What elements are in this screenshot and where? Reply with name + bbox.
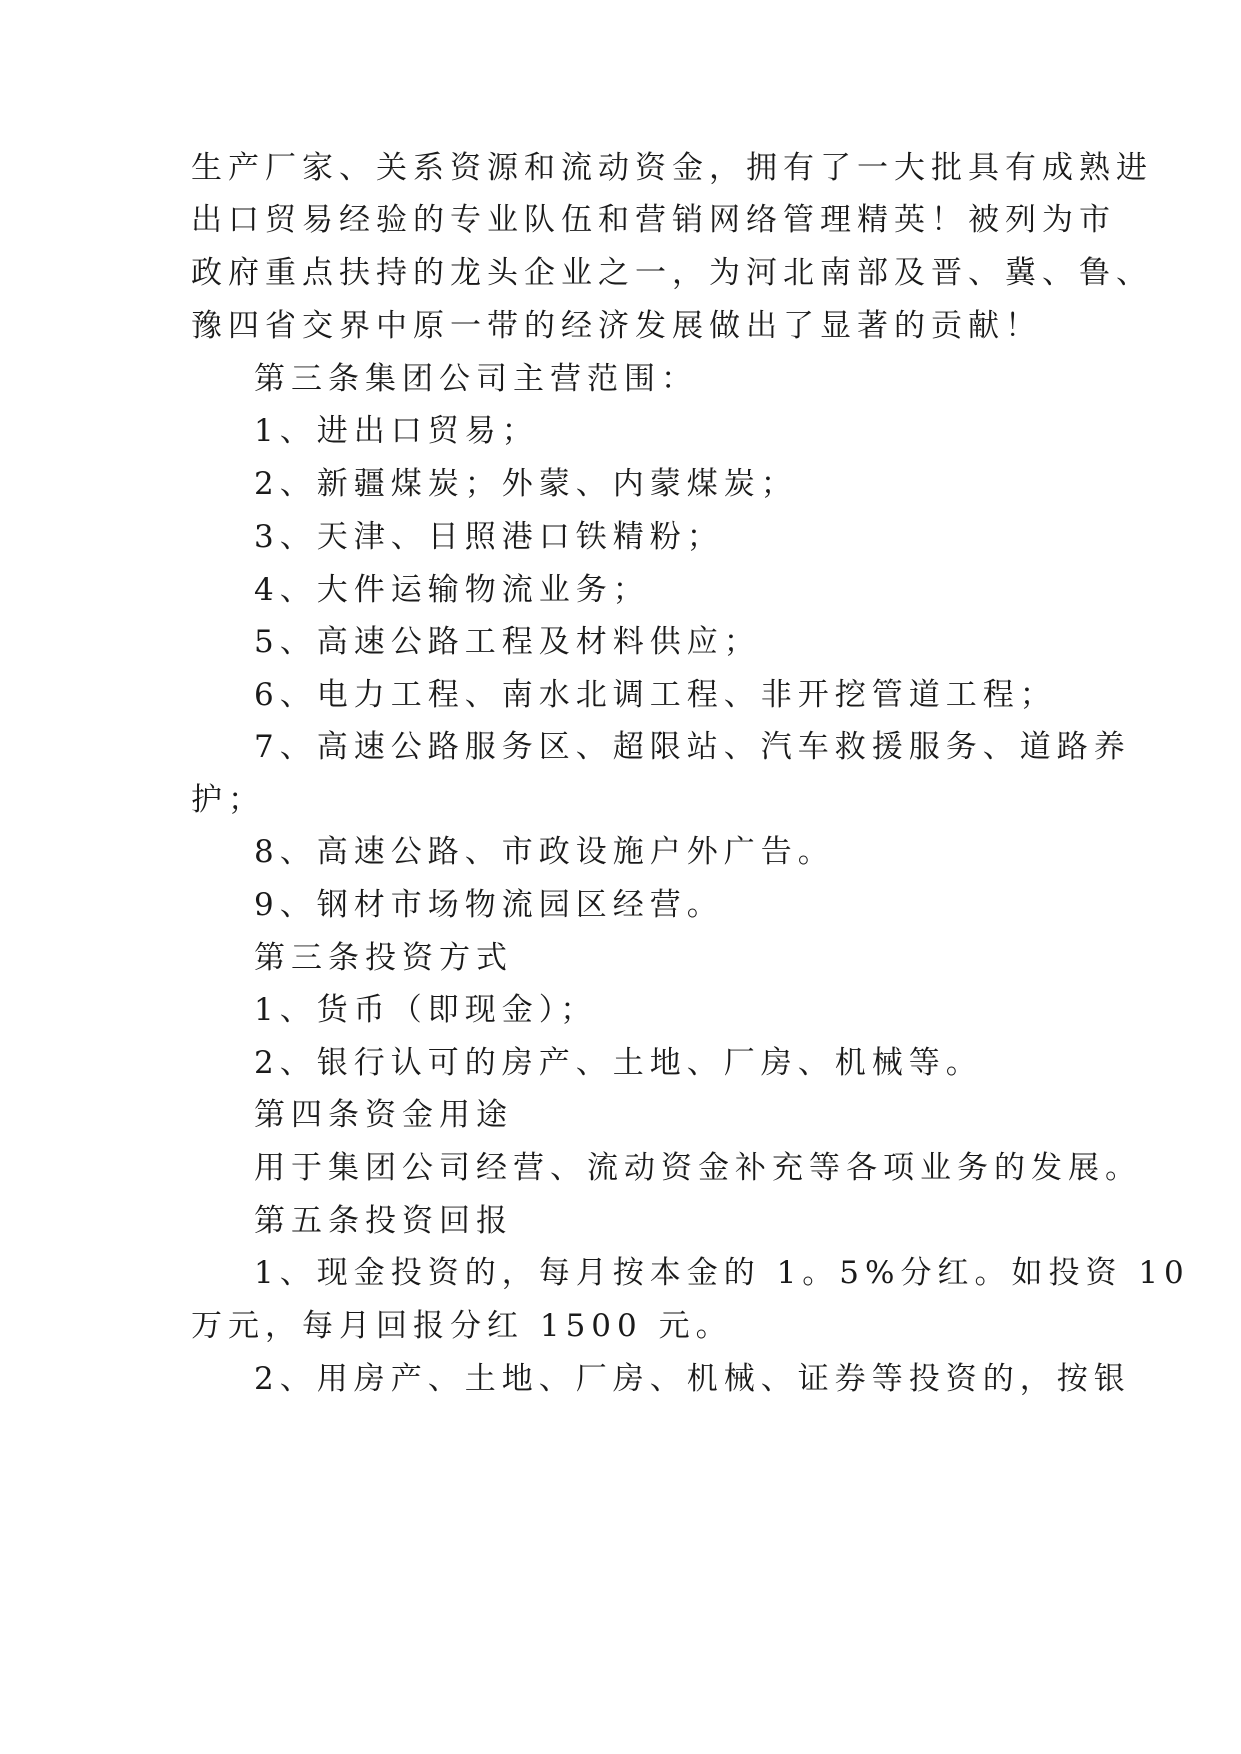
list-item: 6、电力工程、南水北调工程、非开挖管道工程； [254,677,1057,713]
section-heading: 第五条投资回报 [254,1203,513,1239]
list-item: 7、高速公路服务区、超限站、汽车救援服务、道路养 [254,729,1131,765]
section-heading: 第三条集团公司主营范围： [254,361,698,397]
section-heading: 第四条资金用途 [254,1097,513,1133]
paragraph-line: 用于集团公司经营、流动资金补充等各项业务的发展。 [254,1150,1142,1186]
list-item: 2、新疆煤炭；外蒙、内蒙煤炭； [254,466,798,502]
list-item: 1、现金投资的，每月按本金的 1。5%分红。如投资 10 [254,1255,1190,1291]
paragraph-line: 豫四省交界中原一带的经济发展做出了显著的贡献！ [191,308,1042,344]
list-item: 1、进出口贸易； [254,413,539,449]
list-item: 1、货币（即现金）； [254,992,598,1028]
list-item: 2、银行认可的房产、土地、厂房、机械等。 [254,1045,983,1081]
list-item: 8、高速公路、市政设施户外广告。 [254,834,835,870]
list-item: 5、高速公路工程及材料供应； [254,624,761,660]
list-item-continuation: 护； [191,782,265,818]
list-item: 4、大件运输物流业务； [254,572,650,608]
list-item-continuation: 万元，每月回报分红 1500 元。 [191,1308,733,1344]
list-item: 2、用房产、土地、厂房、机械、证券等投资的，按银 [254,1361,1131,1397]
list-item: 9、钢材市场物流园区经营。 [254,887,724,923]
paragraph-line: 出口贸易经验的专业队伍和营销网络管理精英！被列为市 [191,202,1116,238]
paragraph-line: 政府重点扶持的龙头企业之一，为河北南部及晋、冀、鲁、 [191,255,1153,291]
list-item: 3、天津、日照港口铁精粉； [254,519,724,555]
section-heading: 第三条投资方式 [254,940,513,976]
paragraph-line: 生产厂家、关系资源和流动资金，拥有了一大批具有成熟进 [191,150,1153,186]
